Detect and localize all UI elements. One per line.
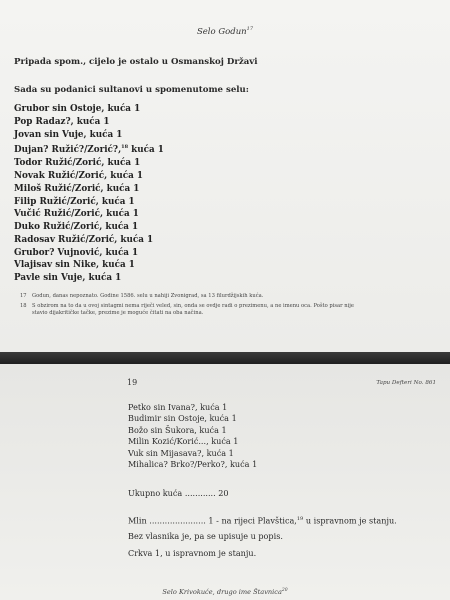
list-item-text: Grubor sin Ostoje, kuća 1 xyxy=(14,104,141,114)
list-item: Petko sin Ivana?, kuća 1 xyxy=(128,402,228,412)
list-item-text: Vlajisav sin Nike, kuća 1 xyxy=(14,260,135,271)
list-item xyxy=(14,170,164,183)
list-item xyxy=(14,157,164,170)
running-title xyxy=(0,26,450,37)
list-item xyxy=(14,272,164,285)
list-item xyxy=(14,183,164,196)
intro-line: Sada su podanici sultanovi u spomenutome selu: xyxy=(14,85,249,95)
list-item xyxy=(14,103,164,116)
list-item xyxy=(14,196,164,209)
list-item-text: Novak Ružić/Zorić, kuća 1 xyxy=(14,170,143,181)
list-item xyxy=(14,247,164,260)
list-item: Vuk sin Mijasava?, kuća 1 xyxy=(128,447,234,458)
mill-line xyxy=(128,512,397,529)
mill-line-text: u ispravnom je stanju. xyxy=(303,515,397,526)
footnote-ref: 20 xyxy=(281,588,288,593)
house-total: Ukupno kuća ............ 20 xyxy=(128,488,229,498)
next-village-title xyxy=(0,588,450,596)
footnote-number: 17 xyxy=(20,293,27,299)
footnotes xyxy=(20,293,360,321)
page-gap xyxy=(0,352,450,364)
list-item-text: Pavle sin Vuje, kuća 1 xyxy=(14,273,122,284)
list-item: Božo sin Šukora, kuća 1 xyxy=(128,424,227,435)
footnote-number: 18 xyxy=(20,303,27,310)
list-item-text: Miloš Ružić/Zorić, kuća 1 xyxy=(14,183,140,194)
list-item xyxy=(14,208,164,221)
footnote xyxy=(20,293,360,300)
list-item-text: Dujan? Ružić?/Zorić?, xyxy=(14,145,122,156)
running-title-text: Selo Godun xyxy=(196,26,247,37)
book-title: Tapu Defteri No. 861 xyxy=(376,380,436,386)
church-line: Crkva 1, u ispravnom je stanju. xyxy=(128,548,257,558)
list-item-text: Todor Ružić/Zorić, kuća 1 xyxy=(14,158,141,169)
footnote xyxy=(20,303,360,317)
list-item xyxy=(14,129,164,142)
next-village-title-text: Selo Krivokuće, drugo ime Štavnica xyxy=(162,588,282,597)
list-item: Milin Kozić/Korić..., kuća 1 xyxy=(128,436,239,447)
list-item: Budimir sin Ostoje, kuća 1 xyxy=(128,413,237,424)
footnote-text: S obzirom na to da u ovoj sintagmi nema riječi veled, sin, onda se ovdje radi o prezimenu, a ne imenu oca. Pošto pisar nije stavio dijakritičke tačke, prezime je moguće čitati na oba načina. xyxy=(32,303,354,317)
list-item-text: kuća 1 xyxy=(128,145,164,156)
list-item-text: Pop Radaz?, kuća 1 xyxy=(14,116,110,127)
list-item xyxy=(14,116,164,129)
list-item-text: Vučić Ružić/Zorić, kuća 1 xyxy=(14,209,139,220)
mill-line-text: Mlin ...................... 1 - na rijeci Plavštica, xyxy=(128,515,297,526)
list-item-text: Radosav Ružić/Zorić, kuća 1 xyxy=(14,234,154,245)
list-item-text: Grubor? Vujnović, kuća 1 xyxy=(14,247,139,258)
list-item-text: Jovan sin Vuje, kuća 1 xyxy=(14,129,123,140)
page-number: 19 xyxy=(127,378,138,387)
owner-line: Bez vlasnika je, pa se upisuje u popis. xyxy=(128,530,283,541)
bottom-page xyxy=(0,364,450,600)
mill-note xyxy=(128,512,397,544)
footnote-ref: 17 xyxy=(246,26,254,32)
list-item-text: Duko Ružić/Zorić, kuća 1 xyxy=(14,222,139,233)
footnote-ref: 19 xyxy=(296,516,304,522)
footnote-text: Godun, danas nepoznato. Godine 1586. selu u nahiji Zvonigrad, sa 13 filurdžijskih kuća. xyxy=(32,293,264,299)
household-list xyxy=(128,402,257,470)
list-item xyxy=(14,259,164,272)
household-list xyxy=(14,103,164,285)
list-item xyxy=(14,234,164,247)
list-item xyxy=(14,141,164,157)
list-item-text: Filip Ružić/Zorić, kuća 1 xyxy=(14,196,135,207)
footnote-ref: 18 xyxy=(121,144,129,151)
list-item: Mihalica? Brko?/Perko?, kuća 1 xyxy=(128,459,258,470)
list-item xyxy=(14,221,164,234)
intro-line: Pripada spom., cijelo je ostalo u Osmanskoj Državi xyxy=(14,57,258,67)
